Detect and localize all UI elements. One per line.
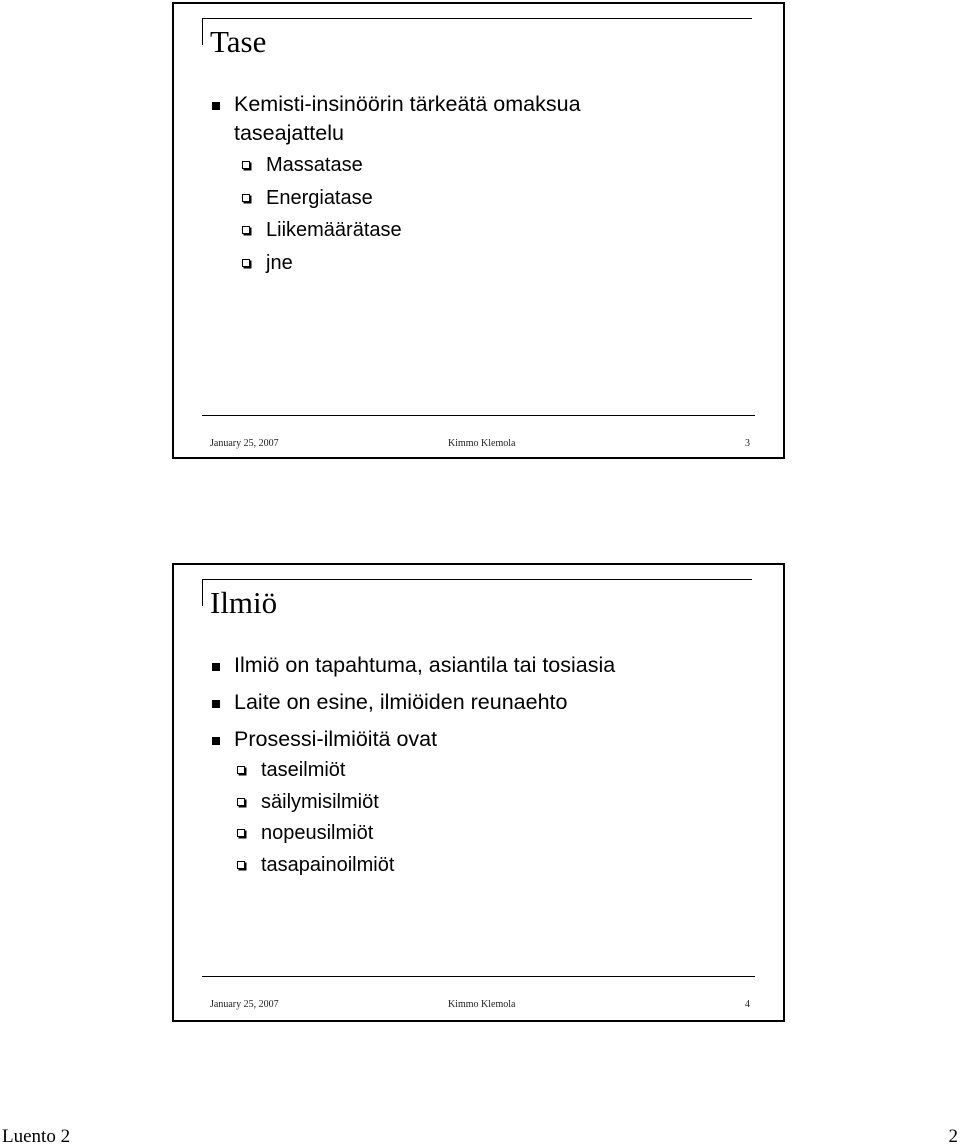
checkbox-bullet-icon	[237, 861, 245, 869]
page-number: 2	[948, 1126, 958, 1147]
sub-bullet-text: jne	[266, 251, 293, 274]
bullet-text: Prosessi-ilmiöitä ovat	[234, 727, 438, 751]
bullet-item	[210, 651, 770, 680]
sub-bullet-item	[210, 217, 770, 243]
sub-bullet-text: Energiatase	[266, 186, 373, 209]
sub-bullet-text: säilymisilmiöt	[261, 790, 379, 813]
bullet-text: Ilmiö on tapahtuma, asiantila tai tosiasia	[234, 653, 616, 677]
slide-title: Ilmiö	[210, 585, 278, 620]
sub-bullet-text: Liikemäärätase	[266, 219, 402, 241]
slide-3	[172, 2, 785, 459]
bullet-item	[210, 688, 770, 717]
slide-footer	[210, 999, 750, 1013]
square-bullet-icon	[212, 737, 220, 745]
slide-number: 4	[745, 999, 750, 1010]
slide-title: Tase	[210, 24, 267, 59]
page-footer-label: Luento 2	[2, 1126, 71, 1147]
square-bullet-icon	[212, 663, 220, 671]
checkbox-bullet-icon	[242, 259, 250, 267]
footer-date: January 25, 2007	[210, 438, 279, 449]
checkbox-bullet-icon	[237, 798, 245, 806]
footer-author: Kimmo Klemola	[448, 999, 516, 1010]
slide-footer	[210, 438, 750, 452]
sub-bullet-item	[210, 152, 770, 178]
title-rule	[202, 579, 752, 580]
bullet-text: Laite on esine, ilmiöiden reunaehto	[234, 690, 568, 714]
slide-4	[172, 563, 785, 1022]
page-footer	[0, 1126, 960, 1146]
sub-bullet-text: taseilmiöt	[261, 759, 346, 781]
sub-bullet-text: Massatase	[266, 154, 363, 176]
bullet-item	[210, 90, 770, 148]
sub-bullet-text: nopeusilmiöt	[261, 822, 374, 844]
sub-bullet-item	[210, 789, 770, 815]
checkbox-bullet-icon	[237, 766, 245, 774]
bullet-item	[210, 725, 770, 754]
bullet-list	[210, 651, 770, 883]
footer-rule	[202, 415, 755, 416]
square-bullet-icon	[212, 700, 220, 708]
footer-date: January 25, 2007	[210, 999, 279, 1010]
sub-bullet-item	[210, 185, 770, 211]
checkbox-bullet-icon	[237, 829, 245, 837]
sub-bullet-text: tasapainoilmiöt	[261, 853, 395, 876]
sub-bullet-item	[210, 757, 770, 783]
sub-bullet-item	[210, 250, 770, 276]
sub-bullet-item	[210, 852, 770, 878]
bullet-text: Kemisti-insinöörin tärkeätä omaksua taseajattelu	[234, 92, 581, 145]
checkbox-bullet-icon	[242, 161, 250, 169]
footer-author: Kimmo Klemola	[448, 438, 516, 449]
bullet-list	[210, 90, 770, 282]
square-bullet-icon	[212, 102, 220, 110]
slide-number: 3	[745, 438, 750, 449]
checkbox-bullet-icon	[242, 226, 250, 234]
checkbox-bullet-icon	[242, 194, 250, 202]
sub-bullet-item	[210, 820, 770, 846]
footer-rule	[202, 976, 755, 977]
title-rule	[202, 18, 752, 19]
